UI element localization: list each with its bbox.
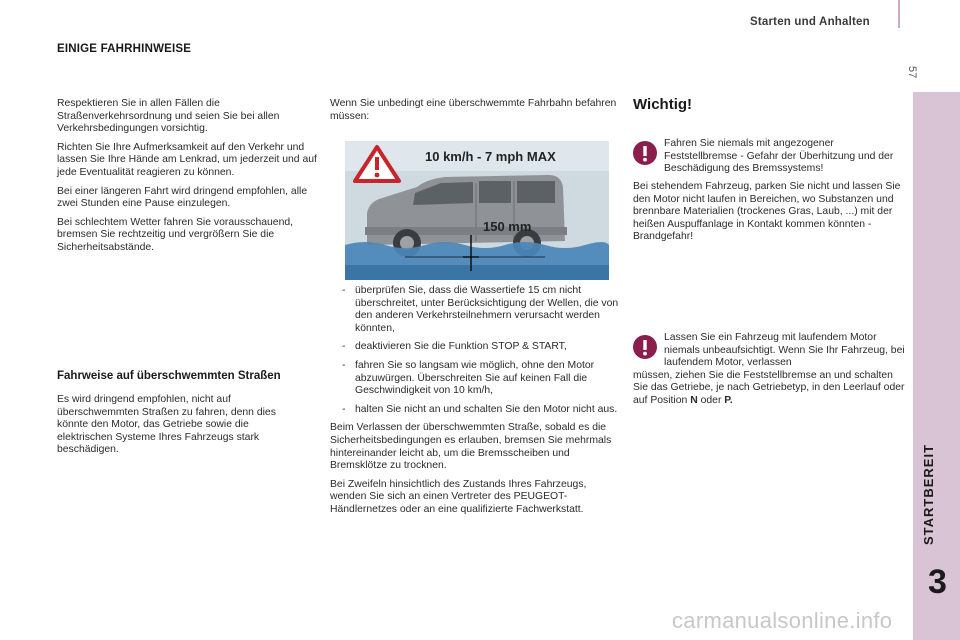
- important-heading: Wichtig!: [633, 96, 693, 113]
- list-item: - fahren Sie so langsam wie möglich, ohne den Motor abzuwürgen. Überschreiten Sie auf keinen Fall die Geschwindigkeit von 10 km/h,: [342, 359, 595, 397]
- paragraph: Bei schlechtem Wetter fahren Sie vorausschauend, bremsen Sie rechtzeitig und vergrößern Sie die Sicherheitsabstände.: [57, 216, 294, 253]
- flooded-roads-paragraph: [57, 394, 302, 463]
- list-item: - überprüfen Sie, dass die Wassertiefe 15 cm nicht überschreitet, unter Berücksichtigung der Wellen, die von den anderen Verkehrsteilnehmern verursacht werden könnten,: [342, 285, 619, 334]
- chapter-side-tab: [913, 92, 960, 640]
- warning-text-parking-brake: Fahren Sie niemals mit angezogener Feststellbremse - Gefahr der Überhitzung und der Beschädigung des Bremssystems!: [664, 138, 894, 175]
- paragraph: Es wird dringend empfohlen, nicht auf überschwemmten Straßen zu fahren, denn dies könnte den Motor, das Getriebe sowie die elektrischen Systeme Ihres Fahrzeugs stark beschädigen.: [57, 394, 276, 456]
- warning-text-fire-risk: Bei stehendem Fahrzeug, parken Sie nicht und lassen Sie den Motor nicht laufen in Bereichen, wo Substanzen und brennbare Materialien (trockenes Gras, Laub, ...) mit der heißen Auspuffanlage in Kontakt kommen könnten - Brandgefahr!: [633, 181, 901, 243]
- warning-exclamation-icon: [633, 141, 657, 165]
- page-number: 57: [906, 66, 918, 79]
- paragraph: Bei Zweifeln hinsichtlich des Zustands Ihres Fahrzeugs, wenden Sie sich an einen Vertreter des PEUGEOT-Händlernetzes oder an eine qualifizierte Fachwerkstatt.: [330, 478, 587, 515]
- depth-label: 150 mm: [483, 219, 532, 234]
- gear-position-n: N: [690, 394, 698, 406]
- gear-position-p: P.: [724, 394, 733, 406]
- warning-text-unattended-vehicle: Lassen Sie ein Fahrzeug mit laufendem Motor niemals unbeaufsichtigt. Wenn Sie Ihr Fahrzeug, bei laufendem Motor, verlassen müssen, ziehen Sie die Feststellbremse an und schalten Sie das Getriebe, je nach Getriebetyp, in den Leerlauf oder auf Position N oder P.: [633, 332, 905, 406]
- list-item: - halten Sie nicht an und schalten Sie den Motor nicht aus.: [342, 403, 618, 415]
- watermark: carmanualsonline.info: [672, 608, 893, 633]
- intro-column: [57, 98, 329, 261]
- flooded-road-illustration: [345, 141, 609, 280]
- section-title: EINIGE FAHRHINWEISE: [57, 43, 192, 55]
- speed-limit-label: 10 km/h - 7 mph MAX: [425, 149, 556, 164]
- paragraph: Respektieren Sie in allen Fällen die Straßenverkehrsordnung und seien Sie bei allen Verkehrsbedingungen vorsichtig.: [57, 98, 280, 135]
- flood-intro: [330, 98, 620, 129]
- paragraph: Bei einer längeren Fahrt wird dringend empfohlen, alle zwei Stunden eine Pause einzulegen.: [57, 185, 308, 210]
- paragraph: Richten Sie Ihre Aufmerksamkeit auf den Verkehr und lassen Sie Ihre Hände am Lenkrad, um jederzeit und auf jede Eventualität reagieren zu können.: [57, 141, 317, 178]
- instruction-list: [330, 285, 620, 416]
- list-item: - deaktivieren Sie die Funktion STOP & START,: [342, 341, 567, 353]
- subheading-flooded-roads: Fahrweise auf überschwemmten Straßen: [57, 370, 281, 382]
- paragraph: Beim Verlassen der überschwemmten Straße, sobald es die Sicherheitsbedingungen es erlauben, bremsen Sie mehrmals hintereinander leicht ab, um die Bremsscheiben und Bremsklötze zu trocknen.: [330, 422, 612, 472]
- chapter-number: 3: [928, 563, 947, 601]
- running-header: Starten und Anhalten: [750, 16, 870, 28]
- chapter-label: STARTBEREIT: [921, 443, 936, 545]
- flood-instructions: [330, 285, 620, 523]
- paragraph: Wenn Sie unbedingt eine überschwemmte Fahrbahn befahren müssen:: [330, 98, 617, 122]
- header-divider: [898, 0, 900, 28]
